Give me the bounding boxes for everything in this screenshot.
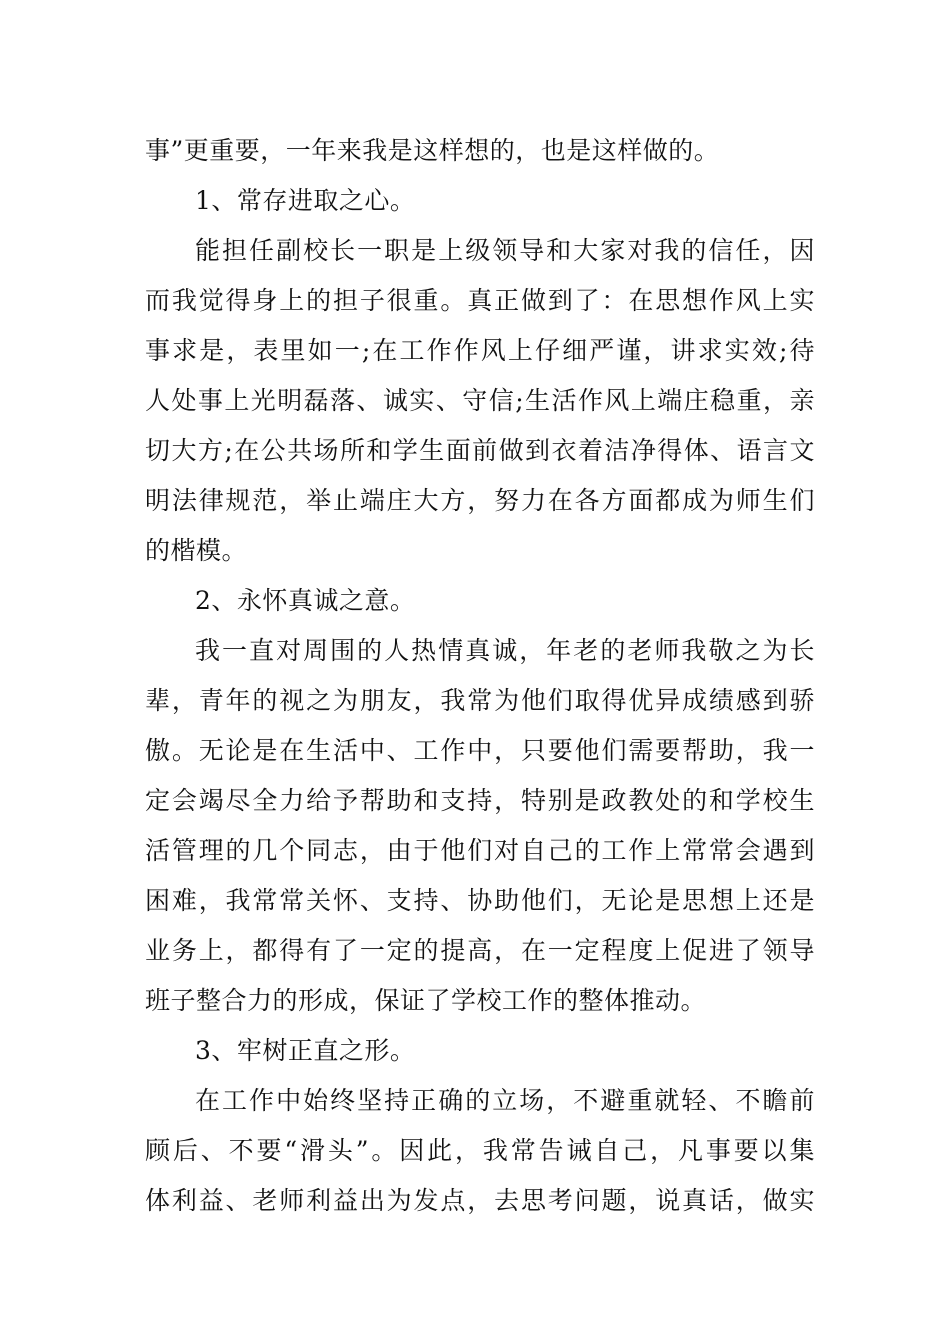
- text-line: 的楷模。: [145, 536, 248, 565]
- text-line: 活管理的几个同志，由于他们对自己的工作上常常会遇到: [145, 836, 815, 865]
- text-line: 辈，青年的视之为朋友，我常为他们取得优异成绩感到骄: [145, 686, 815, 715]
- text-line: 事”更重要，一年来我是这样想的，也是这样做的。: [145, 136, 720, 165]
- text-line: 班子整合力的形成，保证了学校工作的整体推动。: [145, 986, 707, 1015]
- section-heading: 3、牢树正直之形。: [195, 1036, 416, 1065]
- text-line: 切大方;在公共场所和学生面前做到衣着洁净得体、语言文: [145, 436, 815, 465]
- text-line: 人处事上光明磊落、诚实、守信;生活作风上端庄稳重，亲: [145, 386, 815, 415]
- paragraph-first-line: 能担任副校长一职是上级领导和大家对我的信任，因: [195, 236, 815, 265]
- section-heading: 1、常存进取之心。: [195, 186, 416, 215]
- text-line: 傲。无论是在生活中、工作中，只要他们需要帮助，我一: [145, 736, 815, 765]
- section-heading: 2、永怀真诚之意。: [195, 586, 416, 615]
- text-line: 困难，我常常关怀、支持、协助他们，无论是思想上还是: [145, 886, 815, 915]
- text-line: 定会竭尽全力给予帮助和支持，特别是政教处的和学校生: [145, 786, 815, 815]
- text-line: 而我觉得身上的担子很重。真正做到了：在思想作风上实: [145, 286, 815, 315]
- paragraph-first-line: 我一直对周围的人热情真诚，年老的老师我敬之为长: [195, 636, 815, 665]
- paragraph-first-line: 在工作中始终坚持正确的立场，不避重就轻、不瞻前: [195, 1086, 815, 1115]
- text-line: 明法律规范，举止端庄大方，努力在各方面都成为师生们: [145, 486, 815, 515]
- text-line: 顾后、不要“滑头”。因此，我常告诫自己，凡事要以集: [145, 1136, 815, 1165]
- text-line: 事求是，表里如一;在工作作风上仔细严谨，讲求实效;待: [145, 336, 815, 365]
- text-line: 体利益、老师利益出为发点，去思考问题，说真话，做实: [145, 1186, 815, 1215]
- text-line: 业务上，都得有了一定的提高，在一定程度上促进了领导: [145, 936, 815, 965]
